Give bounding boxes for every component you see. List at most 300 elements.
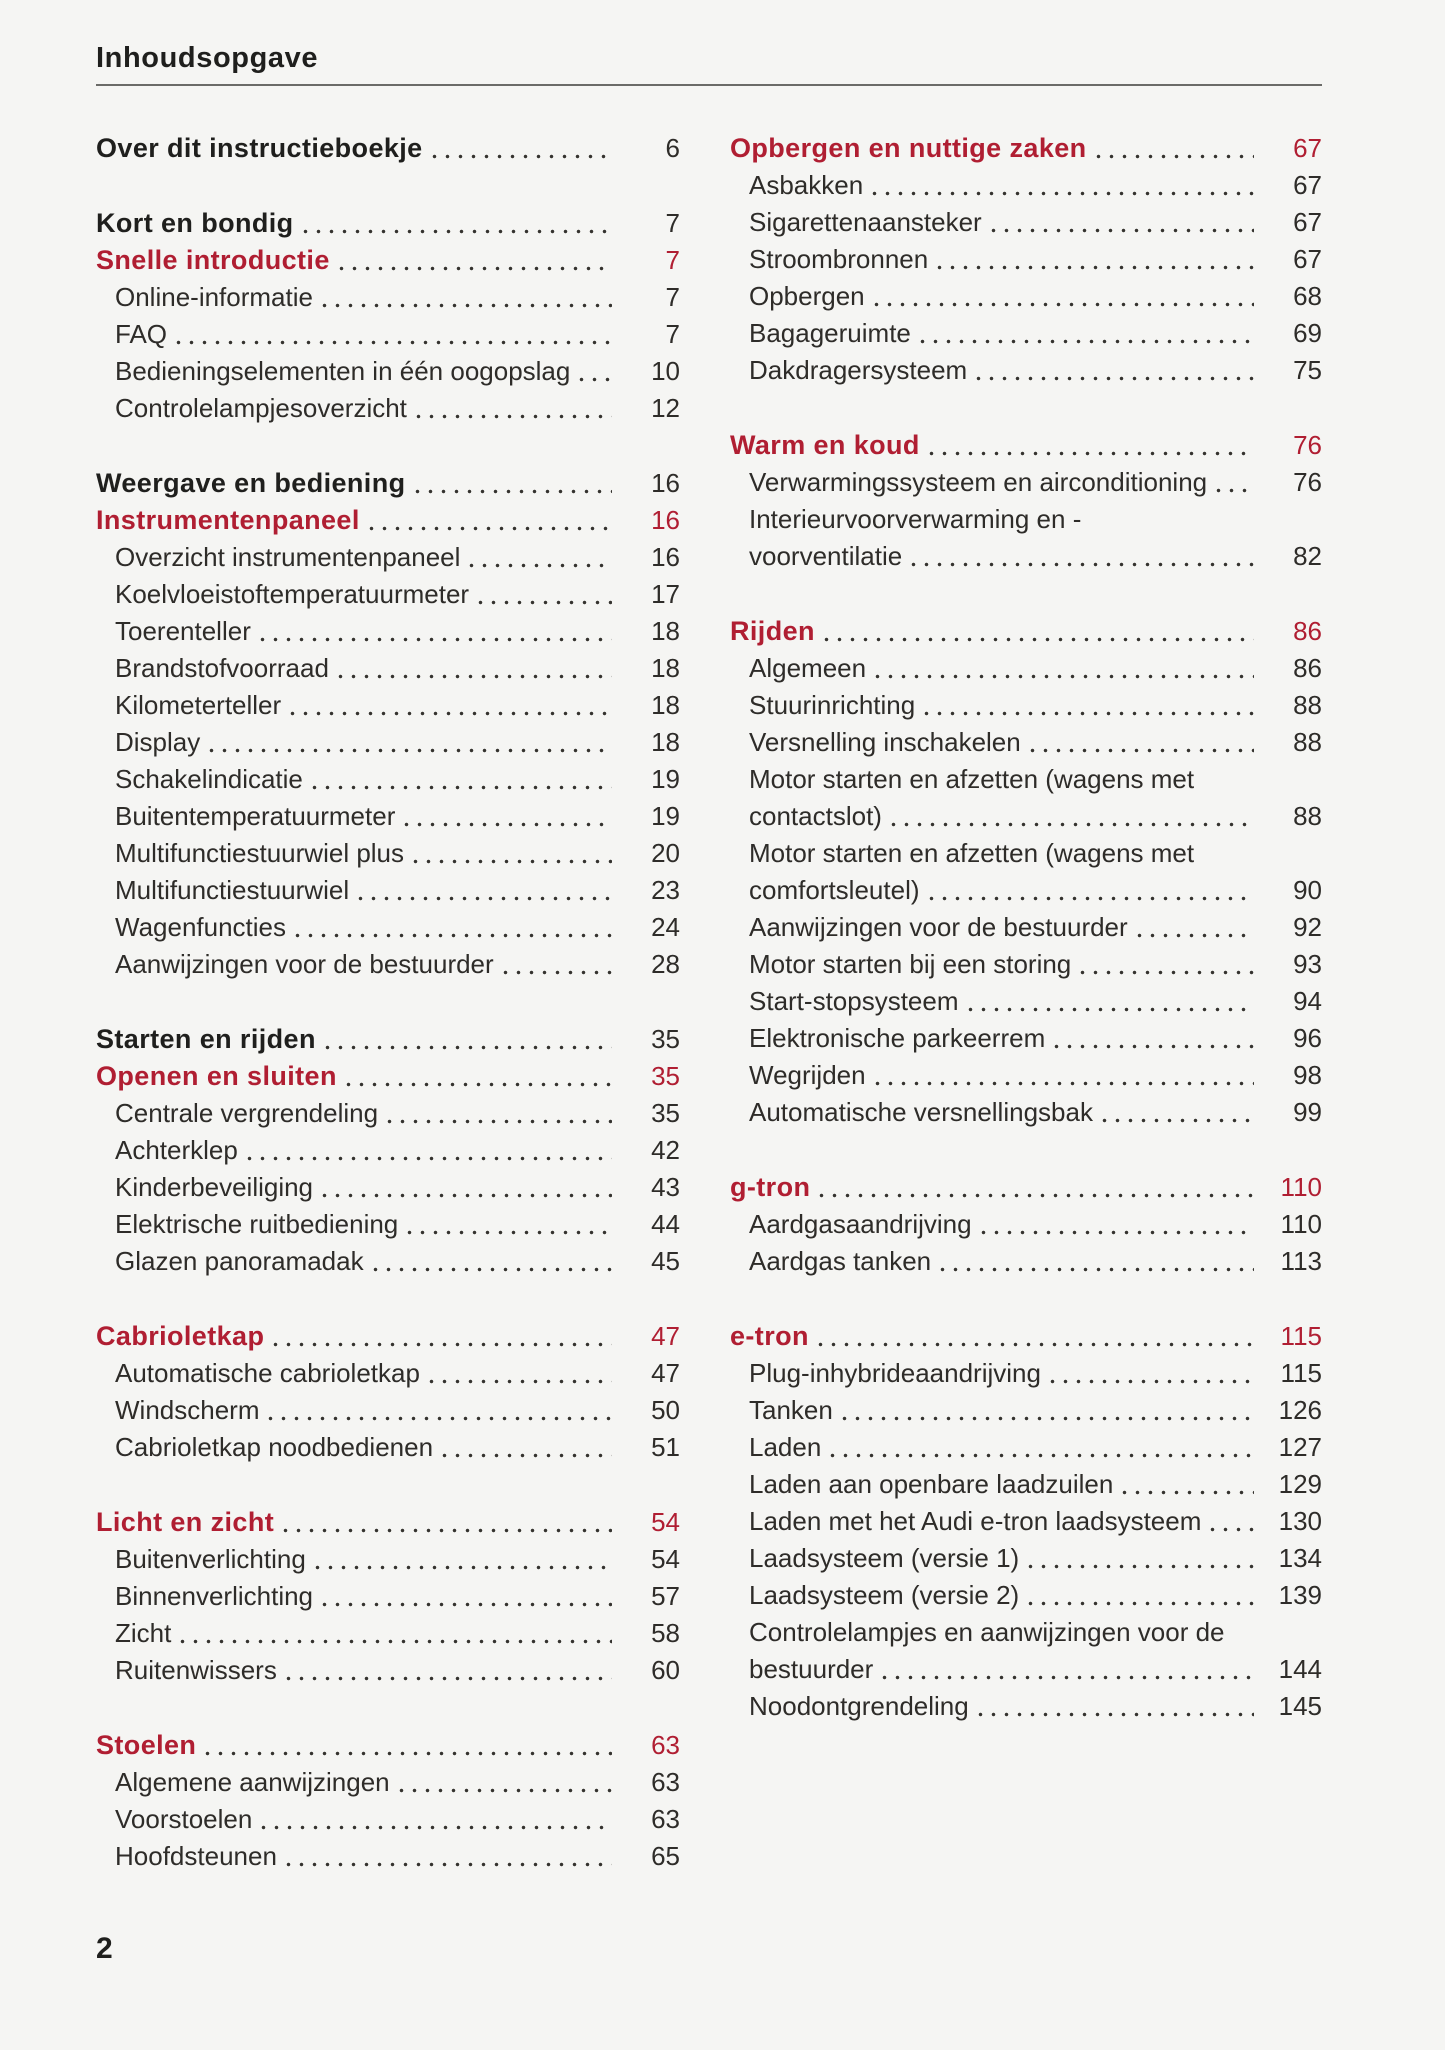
toc-entry-page-number: 139 <box>1278 1580 1322 1610</box>
toc-entry-label: Controlelampjesoverzicht <box>115 393 407 423</box>
toc-entry-page-number: 145 <box>1278 1691 1322 1721</box>
toc-chapter-row <box>730 1169 1322 1206</box>
toc-entry-page-number: 45 <box>651 1246 680 1276</box>
toc-entry-label: Wegrijden <box>749 1060 866 1090</box>
dot-leader <box>818 1342 1254 1347</box>
toc-entry-page-number: 60 <box>651 1655 680 1685</box>
toc-entry-label: Laadsysteem (versie 1) <box>749 1543 1020 1573</box>
toc-entry-label: Plug-inhybrideaandrijving <box>749 1358 1041 1388</box>
toc-entry-page-number: 7 <box>665 208 680 238</box>
toc-entry-page-number: 110 <box>1280 1172 1322 1202</box>
toc-section-row <box>96 130 680 167</box>
toc-entry-label: Laden <box>749 1432 822 1462</box>
toc-group <box>96 1504 680 1689</box>
toc-entry-page-number: 44 <box>651 1209 680 1239</box>
toc-item-row <box>730 1243 1322 1280</box>
toc-entry-label: Cabrioletkap noodbedienen <box>115 1432 434 1462</box>
toc-entry-page-number: 82 <box>1293 541 1322 571</box>
toc-entry-page-number: 93 <box>1293 949 1322 979</box>
toc-item-row <box>96 613 680 650</box>
dot-leader <box>874 302 1254 307</box>
toc-item-row <box>96 798 680 835</box>
toc-item-row <box>96 1206 680 1243</box>
dot-leader <box>290 711 612 716</box>
toc-item-row <box>96 835 680 872</box>
toc-entry-page-number: 90 <box>1293 875 1322 905</box>
dot-leader <box>478 600 612 605</box>
toc-entry-label: voorventilatie <box>749 541 903 571</box>
toc-item-row <box>96 1243 680 1280</box>
toc-entry-page-number: 35 <box>651 1098 680 1128</box>
toc-item-row <box>96 1095 680 1132</box>
dot-leader <box>842 1416 1254 1421</box>
toc-entry-label: Versnelling inschakelen <box>749 727 1021 757</box>
toc-entry-label: Wagenfuncties <box>115 912 287 942</box>
toc-entry-label: Bedieningselementen in één oogopslag <box>115 356 571 386</box>
dot-leader <box>407 1230 612 1235</box>
toc-entry-label: Brandstofvoorraad <box>115 653 329 683</box>
toc-item-row <box>730 1466 1322 1503</box>
toc-item-row <box>96 1615 680 1652</box>
toc-entry-page-number: 68 <box>1293 281 1322 311</box>
dot-leader <box>882 1675 1254 1680</box>
toc-entry-label: Automatische cabrioletkap <box>115 1358 420 1388</box>
toc-item-row <box>96 1541 680 1578</box>
dot-leader <box>830 1453 1254 1458</box>
toc-group <box>730 1169 1322 1280</box>
toc-entry-page-number: 18 <box>651 690 680 720</box>
toc-entry-page-number: 16 <box>651 505 680 535</box>
dot-leader <box>176 340 612 345</box>
toc-entry-page-number: 18 <box>651 727 680 757</box>
dot-leader <box>209 748 612 753</box>
toc-entry-page-number: 18 <box>651 616 680 646</box>
toc-entry-page-number: 47 <box>651 1358 680 1388</box>
toc-entry-label: Ruitenwissers <box>115 1655 277 1685</box>
dot-leader <box>429 1379 612 1384</box>
toc-entry-page-number: 67 <box>1293 207 1322 237</box>
toc-entry-label: Laden met het Audi e-tron laadsysteem <box>749 1506 1202 1536</box>
toc-chapter-row <box>730 130 1322 167</box>
dot-leader <box>978 1712 1254 1717</box>
toc-item-row <box>730 1206 1322 1243</box>
toc-entry-label: Windscherm <box>115 1395 260 1425</box>
toc-section-row <box>96 465 680 502</box>
toc-entry-page-number: 98 <box>1293 1060 1322 1090</box>
toc-item-row <box>730 167 1322 204</box>
toc-entry-page-number: 51 <box>651 1432 680 1462</box>
toc-entry-label: Asbakken <box>749 170 864 200</box>
toc-entry-label: Stuurinrichting <box>749 690 916 720</box>
toc-entry-page-number: 67 <box>1293 244 1322 274</box>
toc-item-row <box>96 539 680 576</box>
dot-leader <box>1030 748 1254 753</box>
toc-entry-page-number: 50 <box>651 1395 680 1425</box>
dot-leader <box>283 1528 612 1533</box>
toc-entry-label: Centrale vergrendeling <box>115 1098 379 1128</box>
toc-group <box>730 1318 1322 1725</box>
toc-item-row <box>730 1392 1322 1429</box>
toc-chapter-row <box>96 1318 680 1355</box>
dot-leader <box>872 191 1254 196</box>
toc-item-row <box>96 872 680 909</box>
toc-entry-page-number: 18 <box>651 653 680 683</box>
toc-entry-label: Achterklep <box>115 1135 238 1165</box>
dot-leader <box>369 526 612 531</box>
toc-item-row <box>96 1578 680 1615</box>
toc-entry-label: e-tron <box>730 1321 809 1351</box>
dot-leader <box>404 822 612 827</box>
toc-item-row <box>96 279 680 316</box>
toc-entry-page-number: 63 <box>651 1767 680 1797</box>
toc-item-row <box>730 798 1322 835</box>
toc-entry-label: Online-informatie <box>115 282 313 312</box>
toc-item-row <box>96 687 680 724</box>
dot-leader <box>387 1119 612 1124</box>
dot-leader <box>875 1081 1254 1086</box>
toc-entry-page-number: 76 <box>1293 430 1322 460</box>
toc-entry-page-number: 57 <box>651 1581 680 1611</box>
toc-item-row <box>730 204 1322 241</box>
toc-item-row <box>730 724 1322 761</box>
toc-entry-label: Tanken <box>749 1395 833 1425</box>
toc-chapter-row <box>96 1058 680 1095</box>
toc-entry-page-number: 86 <box>1293 616 1322 646</box>
toc-entry-page-number: 134 <box>1278 1543 1322 1573</box>
toc-entry-page-number: 54 <box>651 1507 680 1537</box>
toc-item-row <box>96 946 680 983</box>
page-title: Inhoudsopgave <box>96 42 319 74</box>
dot-leader <box>1216 488 1254 493</box>
dot-leader <box>312 785 612 790</box>
toc-entry-label: comfortsleutel) <box>749 875 920 905</box>
dot-leader <box>180 1639 612 1644</box>
toc-entry-label: Hoofdsteunen <box>115 1841 277 1871</box>
toc-chapter-row <box>96 242 680 279</box>
toc-entry-page-number: 127 <box>1278 1432 1322 1462</box>
toc-entry-label: Kort en bondig <box>96 208 294 238</box>
toc-entry-label: Aanwijzingen voor de bestuurder <box>749 912 1128 942</box>
toc-item-row <box>96 761 680 798</box>
toc-entry-label: Elektronische parkeerrem <box>749 1023 1046 1053</box>
toc-item-row <box>730 464 1322 501</box>
toc-entry-label: Opbergen <box>749 281 865 311</box>
toc-entry-page-number: 7 <box>665 282 680 312</box>
toc-entry-label: Zicht <box>115 1618 172 1648</box>
toc-item-row <box>730 946 1322 983</box>
toc-group <box>730 130 1322 389</box>
toc-entry-label: Starten en rijden <box>96 1024 316 1054</box>
dot-leader <box>261 1825 612 1830</box>
toc-section-row <box>96 1021 680 1058</box>
toc-entry-page-number: 99 <box>1293 1097 1322 1127</box>
toc-entry-page-number: 63 <box>651 1730 680 1760</box>
toc-item-row <box>730 1429 1322 1466</box>
toc-entry-label: Motor starten bij een storing <box>749 949 1072 979</box>
dot-leader <box>968 1007 1254 1012</box>
dot-leader <box>205 1751 612 1756</box>
toc-entry-page-number: 94 <box>1293 986 1322 1016</box>
toc-chapter-row <box>730 1318 1322 1355</box>
toc-entry-label: Multifunctiestuurwiel <box>115 875 350 905</box>
toc-item-row <box>96 1838 680 1875</box>
toc-item-row <box>96 909 680 946</box>
toc-item-row <box>730 1577 1322 1614</box>
page-number: 2 <box>96 1932 113 1965</box>
toc-entry-label: Cabrioletkap <box>96 1321 265 1351</box>
toc-group <box>96 205 680 427</box>
toc-entry-label: Snelle introductie <box>96 245 330 275</box>
toc-item-row <box>730 909 1322 946</box>
dot-leader <box>339 266 612 271</box>
toc-column-right <box>730 130 1322 1913</box>
toc-item-row <box>730 241 1322 278</box>
dot-leader <box>346 1082 612 1087</box>
dot-leader <box>303 229 612 234</box>
toc-entry-label: Schakelindicatie <box>115 764 303 794</box>
dot-leader <box>891 822 1254 827</box>
toc-entry-page-number: 23 <box>651 875 680 905</box>
toc-entry-wrap-line: Interieurvoorverwarming en - <box>749 504 1082 534</box>
dot-leader <box>413 859 612 864</box>
toc-group <box>730 613 1322 1131</box>
toc-entry-label: Weergave en bediening <box>96 468 406 498</box>
dot-leader <box>929 451 1254 456</box>
toc-entry-page-number: 58 <box>651 1618 680 1648</box>
toc-entry-page-number: 115 <box>1280 1321 1322 1351</box>
toc-entry-page-number: 16 <box>651 542 680 572</box>
toc-entry-page-number: 92 <box>1293 912 1322 942</box>
toc-entry-page-number: 7 <box>665 319 680 349</box>
toc-group <box>96 130 680 167</box>
toc-entry-label: Stoelen <box>96 1730 197 1760</box>
toc-item-row <box>96 1169 680 1206</box>
toc-item-row <box>96 1355 680 1392</box>
dot-leader <box>315 1565 612 1570</box>
toc-entry-page-number: 65 <box>651 1841 680 1871</box>
dot-leader <box>247 1156 612 1161</box>
toc-entry-label: Sigarettenaansteker <box>749 207 982 237</box>
toc-item-row <box>96 1429 680 1466</box>
toc-entry-page-number: 63 <box>651 1804 680 1834</box>
toc-entry-label: Overzicht instrumentenpaneel <box>115 542 461 572</box>
dot-leader <box>286 1862 612 1867</box>
dot-leader <box>322 1193 612 1198</box>
toc-item-row <box>730 1057 1322 1094</box>
toc-entry-label: Start-stopsysteem <box>749 986 959 1016</box>
toc-entry-label: Rijden <box>730 616 815 646</box>
toc-entry-label: Aardgas tanken <box>749 1246 932 1276</box>
toc-entry-page-number: 126 <box>1278 1395 1322 1425</box>
dot-leader <box>929 896 1255 901</box>
dot-leader <box>924 711 1254 716</box>
dot-leader <box>295 933 612 938</box>
dot-leader <box>442 1453 612 1458</box>
toc-entry-page-number: 113 <box>1280 1246 1322 1276</box>
toc-chapter-row <box>96 502 680 539</box>
toc-entry-page-number: 19 <box>651 801 680 831</box>
dot-leader <box>273 1342 612 1347</box>
toc-entry-label: contactslot) <box>749 801 882 831</box>
toc-entry-page-number: 17 <box>651 579 680 609</box>
toc-section-row <box>96 205 680 242</box>
toc-group <box>96 1318 680 1466</box>
toc-entry-label: Bagageruimte <box>749 318 911 348</box>
toc-entry-label: Aardgasaandrijving <box>749 1209 972 1239</box>
toc-entry-label: Warm en koud <box>730 430 920 460</box>
dot-leader <box>469 563 612 568</box>
toc-item-row <box>730 538 1322 575</box>
toc-item-row <box>730 278 1322 315</box>
toc-item-row <box>730 315 1322 352</box>
toc-entry-label: Laden aan openbare laadzuilen <box>749 1469 1114 1499</box>
dot-leader <box>1102 1118 1254 1123</box>
dot-leader <box>1050 1379 1254 1384</box>
dot-leader <box>1054 1044 1254 1049</box>
toc-group <box>730 427 1322 575</box>
dot-leader <box>358 896 612 901</box>
toc-entry-wrap-line: Motor starten en afzetten (wagens met <box>749 838 1195 868</box>
dot-leader <box>503 970 612 975</box>
dot-leader <box>415 489 613 494</box>
toc-entry-page-number: 67 <box>1293 170 1322 200</box>
toc-entry-label: Voorstoelen <box>115 1804 253 1834</box>
toc-column-left <box>96 130 680 1913</box>
toc-item-row <box>730 1503 1322 1540</box>
toc-entry-page-number: 16 <box>651 468 680 498</box>
toc-entry-label: Aanwijzingen voor de bestuurder <box>115 949 494 979</box>
toc-item-row <box>730 1355 1322 1392</box>
toc-item-row <box>730 1020 1322 1057</box>
toc-entry-page-number: 10 <box>651 356 680 386</box>
toc-entry-label: Koelvloeistoftemperatuurmeter <box>115 579 470 609</box>
dot-leader <box>1096 154 1254 159</box>
toc-item-row <box>96 353 680 390</box>
dot-leader <box>416 414 612 419</box>
toc-entry-page-number: 7 <box>665 245 680 275</box>
toc-entry-page-number: 54 <box>651 1544 680 1574</box>
dot-leader <box>1122 1490 1254 1495</box>
toc-entry-label: Kilometerteller <box>115 690 282 720</box>
toc-entry-label: Display <box>115 727 201 757</box>
toc-group <box>96 1727 680 1875</box>
toc-entry-page-number: 42 <box>651 1135 680 1165</box>
toc-entry-page-number: 88 <box>1293 727 1322 757</box>
toc-entry-page-number: 69 <box>1293 318 1322 348</box>
toc-entry-label: Algemene aanwijzingen <box>115 1767 390 1797</box>
toc-item-row <box>730 1688 1322 1725</box>
dot-leader <box>1137 933 1254 938</box>
toc-chapter-row <box>730 613 1322 650</box>
dot-leader <box>322 1602 612 1607</box>
dot-leader <box>286 1676 612 1681</box>
toc-entry-label: Instrumentenpaneel <box>96 505 360 535</box>
dot-leader <box>1028 1601 1254 1606</box>
dot-leader <box>1028 1564 1254 1569</box>
dot-leader <box>268 1416 612 1421</box>
toc-item-row <box>730 872 1322 909</box>
toc-group <box>96 1021 680 1280</box>
dot-leader <box>940 1267 1254 1272</box>
toc-entry-label: FAQ <box>115 319 168 349</box>
dot-leader <box>322 303 612 308</box>
toc-entry-label: Licht en zicht <box>96 1507 275 1537</box>
toc-entry-page-number: 35 <box>651 1024 680 1054</box>
toc-entry-wrap-line: Controlelampjes en aanwijzingen voor de <box>749 1617 1225 1647</box>
toc-entry-label: Over dit instructieboekje <box>96 133 423 163</box>
toc-entry-label: Automatische versnellingsbak <box>749 1097 1093 1127</box>
dot-leader <box>911 562 1254 567</box>
dot-leader <box>1080 970 1254 975</box>
dot-leader <box>991 228 1254 233</box>
toc-item-row <box>96 1652 680 1689</box>
toc-item-row <box>96 1764 680 1801</box>
toc-item-row <box>730 1651 1322 1688</box>
toc-item-row <box>730 983 1322 1020</box>
toc-item-row <box>96 316 680 353</box>
toc-entry-label: Verwarmingssysteem en airconditioning <box>749 467 1208 497</box>
toc-entry-page-number: 86 <box>1293 653 1322 683</box>
toc-entry-page-number: 88 <box>1293 690 1322 720</box>
dot-leader <box>373 1267 612 1272</box>
toc-chapter-row <box>96 1727 680 1764</box>
toc-item-row <box>730 352 1322 389</box>
toc-entry-page-number: 129 <box>1278 1469 1322 1499</box>
toc-entry-wrap-line: Motor starten en afzetten (wagens met <box>749 764 1195 794</box>
toc-entry-page-number: 96 <box>1293 1023 1322 1053</box>
toc-chapter-row <box>730 427 1322 464</box>
toc-item-row <box>96 1392 680 1429</box>
toc-item-row <box>96 650 680 687</box>
dot-leader <box>325 1045 612 1050</box>
toc-entry-page-number: 144 <box>1278 1654 1322 1684</box>
dot-leader <box>981 1230 1254 1235</box>
toc-item-row <box>730 1094 1322 1131</box>
toc-entry-label: Dakdragersysteem <box>749 355 968 385</box>
toc-entry-label: Binnenverlichting <box>115 1581 314 1611</box>
toc-entry-label: Stroombronnen <box>749 244 929 274</box>
toc-group <box>96 465 680 983</box>
toc-entry-label: Glazen panoramadak <box>115 1246 364 1276</box>
toc-entry-page-number: 47 <box>651 1321 680 1351</box>
title-rule <box>96 84 1322 86</box>
dot-leader <box>1210 1527 1254 1532</box>
dot-leader <box>579 377 612 382</box>
dot-leader <box>875 674 1254 679</box>
toc-entry-label: Multifunctiestuurwiel plus <box>115 838 405 868</box>
toc-item-row <box>96 390 680 427</box>
toc-item-row <box>96 724 680 761</box>
dot-leader <box>432 154 612 159</box>
toc-entry-page-number: 67 <box>1293 133 1322 163</box>
toc-item-row <box>730 687 1322 724</box>
toc-chapter-row <box>96 1504 680 1541</box>
toc-entry-label: Buitenverlichting <box>115 1544 306 1574</box>
toc-entry-page-number: 35 <box>651 1061 680 1091</box>
toc-entry-page-number: 43 <box>651 1172 680 1202</box>
toc-entry-label: Buitentemperatuurmeter <box>115 801 396 831</box>
toc-entry-label: Laadsysteem (versie 2) <box>749 1580 1020 1610</box>
toc-item-row <box>96 576 680 613</box>
toc-entry-page-number: 28 <box>651 949 680 979</box>
toc-item-row <box>730 650 1322 687</box>
dot-leader <box>937 265 1254 270</box>
dot-leader <box>920 339 1254 344</box>
toc-entry-page-number: 76 <box>1293 467 1322 497</box>
toc-item-row <box>730 1540 1322 1577</box>
toc-entry-page-number: 88 <box>1293 801 1322 831</box>
dot-leader <box>819 1193 1254 1198</box>
